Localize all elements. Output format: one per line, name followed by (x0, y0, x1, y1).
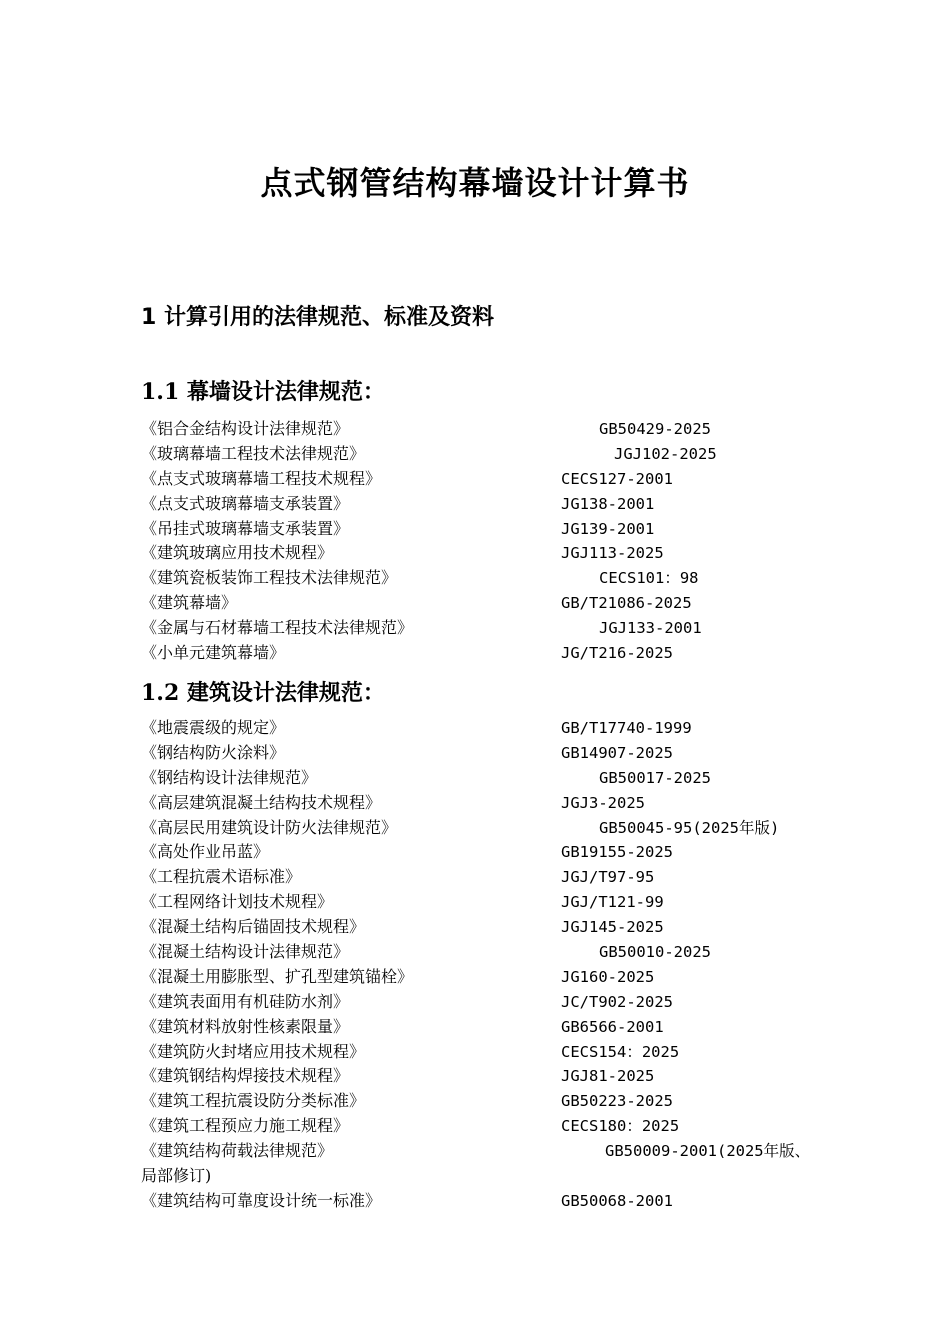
list-item (141, 417, 841, 442)
spec-code: JGJ133-2001 (599, 619, 702, 638)
list-item (141, 865, 841, 890)
spec-name: 《小单元建筑幕墙》 (141, 643, 286, 663)
list-item (141, 467, 841, 492)
spec-code: JG/T216-2025 (561, 644, 673, 663)
spec-code: JGJ102-2025 (614, 444, 717, 463)
list-item (141, 716, 841, 741)
spec-code: JGJ81-2025 (561, 1067, 655, 1086)
spec-code: GB14907-2025 (561, 743, 673, 762)
spec-name: 《高层建筑混凝土结构技术规程》 (141, 792, 382, 812)
spec-name: 《钢结构设计法律规范》 (141, 767, 318, 787)
spec-name: 《高处作业吊蓝》 (141, 842, 270, 862)
spec-name: 《建筑结构荷载法律规范》 (141, 1141, 334, 1161)
spec-code: JG139-2001 (561, 519, 655, 538)
document-title: 点式钢管结构幕墙设计计算书 (260, 164, 690, 202)
spec-code: GB6566-2001 (561, 1017, 664, 1036)
list-item (141, 616, 841, 641)
list-item (141, 1114, 841, 1139)
list-item (141, 915, 841, 940)
spec-code: CECS154：2025 (561, 1042, 680, 1061)
list-item (141, 890, 841, 915)
spec-code: GB/T17740-1999 (561, 719, 692, 737)
list-item (141, 1089, 841, 1114)
spec-code: CECS127-2001 (561, 469, 673, 488)
spec-name: 《建筑材料放射性核素限量》 (141, 1016, 350, 1036)
spec-name: 《点支式玻璃幕墙工程技术规程》 (141, 468, 382, 488)
list-item (141, 766, 841, 791)
spec-code: CECS101：98 (599, 569, 699, 588)
spec-name: 《地震震级的规定》 (141, 718, 286, 737)
list-item (141, 940, 841, 965)
spec-code: JG138-2001 (561, 494, 655, 513)
list-item (141, 965, 841, 990)
spec-name: 《点支式玻璃幕墙支承装置》 (141, 493, 350, 513)
list-item (141, 492, 841, 517)
list-item (141, 541, 841, 566)
spec-name: 《混凝土结构后锚固技术规程》 (141, 917, 366, 937)
spec-name: 《高层民用建筑设计防火法律规范》 (141, 817, 398, 837)
spec-code: CECS180：2025 (561, 1117, 680, 1136)
section-heading-1-2: 1.2 建筑设计法律规范： (141, 680, 385, 706)
spec-name: 《建筑玻璃应用技术规程》 (141, 543, 334, 563)
spec-name: 《混凝土用膨胀型、扩孔型建筑锚栓》 (141, 966, 414, 986)
spec-code: GB50045-95(2025年版) (599, 818, 780, 837)
spec-code: JGJ/T121-99 (561, 893, 664, 912)
spec-name: 《工程网络计划技术规程》 (141, 892, 334, 912)
curtain-wall-spec-list (141, 417, 841, 666)
spec-name: 《建筑结构可靠度设计统一标准》 (141, 1190, 382, 1210)
spec-name: 《金属与石材幕墙工程技术法律规范》 (141, 618, 414, 638)
list-item (141, 816, 841, 841)
list-item (141, 641, 841, 666)
list-item (141, 566, 841, 591)
spec-code: JC/T902-2025 (561, 992, 673, 1011)
spec-code: GB50223-2025 (561, 1092, 673, 1111)
spec-code: JGJ113-2025 (561, 544, 664, 563)
spec-name: 《玻璃幕墙工程技术法律规范》 (141, 443, 366, 463)
spec-code: JGJ/T97-95 (561, 868, 655, 887)
list-item (141, 517, 841, 542)
spec-code: JGJ3-2025 (561, 793, 645, 812)
spec-code: GB50010-2025 (599, 943, 711, 962)
list-item (141, 442, 841, 467)
spec-name: 《工程抗震术语标准》 (141, 867, 302, 887)
list-item (141, 840, 841, 865)
spec-code-continuation: 局部修订) (141, 1166, 212, 1186)
spec-name: 《建筑防火封堵应用技术规程》 (141, 1041, 366, 1061)
spec-name: 《铝合金结构设计法律规范》 (141, 419, 350, 438)
spec-code: GB19155-2025 (561, 843, 673, 862)
list-item (141, 1139, 841, 1189)
spec-name: 《建筑工程预应力施工规程》 (141, 1116, 350, 1136)
list-item (141, 741, 841, 766)
spec-name: 《建筑工程抗震设防分类标准》 (141, 1091, 366, 1111)
spec-name: 《吊挂式玻璃幕墙支承装置》 (141, 518, 350, 538)
spec-code: GB50009-2001(2025年版、 (605, 1142, 811, 1161)
spec-code: JG160-2025 (561, 967, 655, 986)
building-spec-list (141, 716, 841, 1214)
list-item (141, 1040, 841, 1065)
list-item (141, 791, 841, 816)
spec-name: 《钢结构防火涂料》 (141, 742, 286, 762)
list-item (141, 591, 841, 616)
spec-name: 《建筑幕墙》 (141, 593, 238, 613)
spec-code: GB50017-2025 (599, 768, 711, 787)
spec-name: 《建筑钢结构焊接技术规程》 (141, 1066, 350, 1086)
spec-code: GB50429-2025 (599, 420, 711, 438)
spec-name: 《建筑表面用有机硅防水剂》 (141, 991, 350, 1011)
list-item (141, 1189, 841, 1214)
list-item (141, 1015, 841, 1040)
spec-code: GB50068-2001 (561, 1191, 673, 1210)
section-heading-1: 1 计算引用的法律规范、标准及资料 (141, 305, 494, 330)
spec-name: 《建筑瓷板装饰工程技术法律规范》 (141, 568, 398, 588)
spec-code: JGJ145-2025 (561, 918, 664, 937)
list-item (141, 990, 841, 1015)
spec-name: 《混凝土结构设计法律规范》 (141, 942, 350, 962)
spec-code: GB/T21086-2025 (561, 594, 692, 613)
section-heading-1-1: 1.1 幕墙设计法律规范： (141, 379, 385, 405)
list-item (141, 1064, 841, 1089)
